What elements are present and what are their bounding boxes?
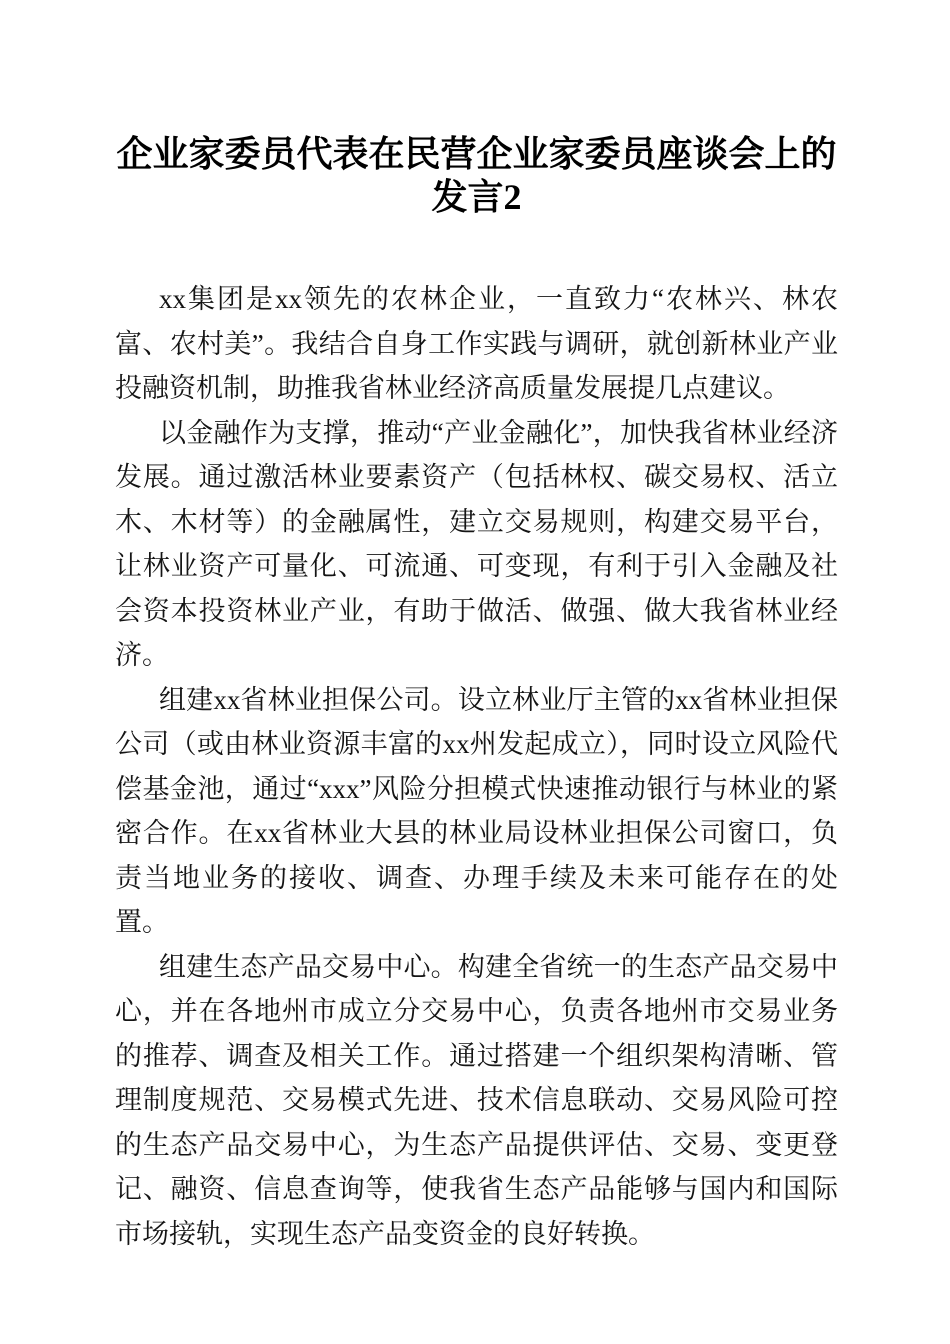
paragraph-eco-trade-center: 组建生态产品交易中心。构建全省统一的生态产品交易中心，并在各地州市成立分交易中心，负责各地州市交易业务的推荐、调查及相关工作。通过搭建一个组织架构清晰、管理制度规范、交易模式先进、技术信息联动、交易风险可控的生态产品交易中心，为生态产品提供评估、交易、变更登记、融资、信息查询等，使我省生态产品能够与国内和国际市场接轨，实现生态产品变资金的良好转换。 [115, 951, 838, 1249]
document-title: 企业家委员代表在民营企业家委员座谈会上的发言2 [116, 134, 837, 217]
paragraph-finance-support: 以金融作为支撑，推动“产业金融化”，加快我省林业经济发展。通过激活林业要素资产（包括林权、碳交易权、活立木、木材等）的金融属性，建立交易规则，构建交易平台，让林业资产可量化、可流通、可变现，有利于引入金融及社会资本投资林业产业，有助于做活、做强、做大我省林业经济。 [115, 417, 838, 670]
paragraph-intro: xx集团是xx领先的农林企业，一直致力“农林兴、林农富、农村美”。我结合自身工作实践与调研，就创新林业产业投融资机制，助推我省林业经济高质量发展提几点建议。 [115, 284, 838, 403]
paragraph-guarantee-company: 组建xx省林业担保公司。设立林业厅主管的xx省林业担保公司（或由林业资源丰富的xx州发起成立），同时设立风险代偿基金池，通过“xxx”风险分担模式快速推动银行与林业的紧密合作。在xx省林业大县的林业局设林业担保公司窗口，负责当地业务的接收、调查、办理手续及未来可能存在的处置。 [115, 684, 838, 937]
document-body [115, 277, 838, 1256]
